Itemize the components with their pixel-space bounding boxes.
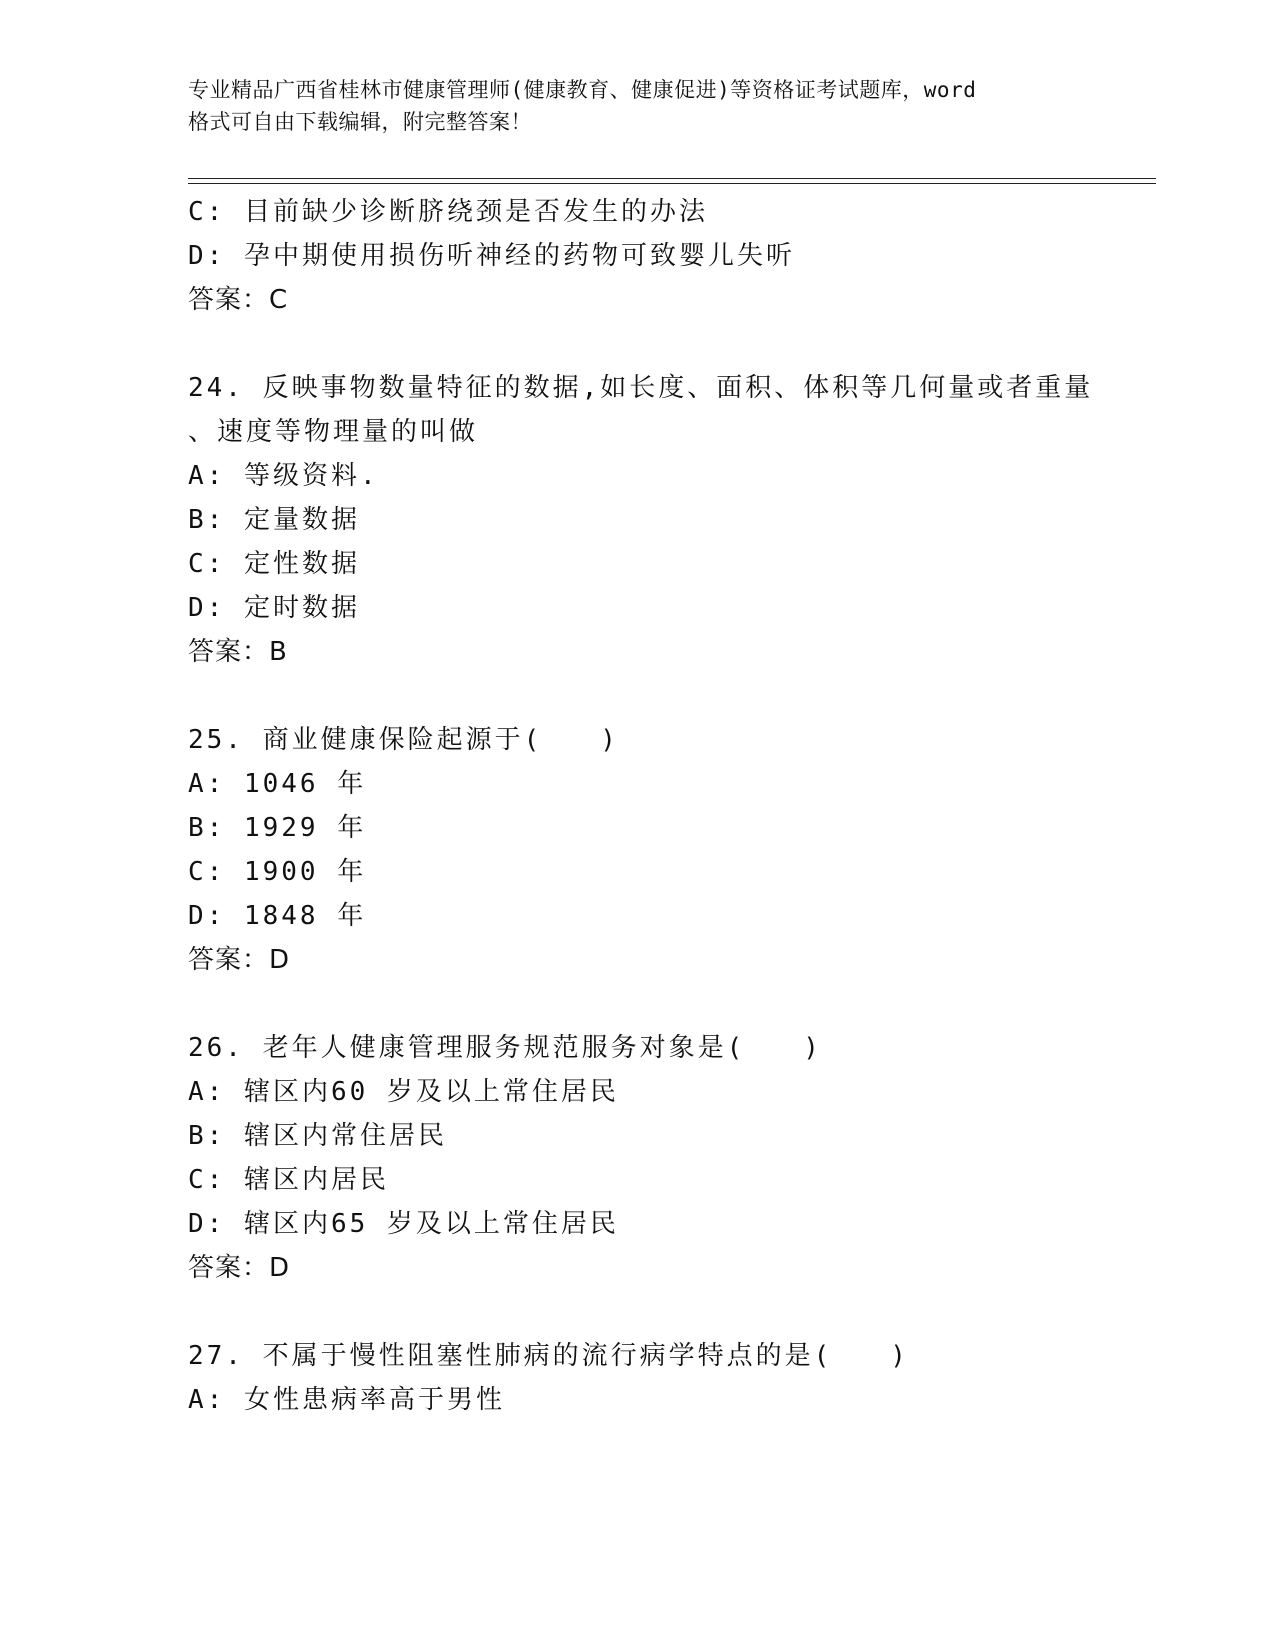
prev-option-c: C: 目前缺少诊断脐绕颈是否发生的办法 <box>188 197 708 227</box>
q27-option-a: A: 女性患病率高于男性 <box>188 1385 505 1415</box>
q24-option-d: D: 定时数据 <box>188 593 360 623</box>
q25-option-d: D: 1848 年 <box>188 901 367 931</box>
q26-answer: 答案：D <box>188 1253 291 1283</box>
q24-option-b: B: 定量数据 <box>188 505 360 535</box>
q26-stem: 26. 老年人健康管理服务规范服务对象是( ) <box>188 1033 822 1063</box>
q26-option-a: A: 辖区内60 岁及以上常住居民 <box>188 1077 619 1107</box>
header-line-2: 格式可自由下载编辑，附完整答案！ <box>188 110 532 134</box>
q25-stem: 25. 商业健康保险起源于( ) <box>188 725 619 755</box>
q26-option-d: D: 辖区内65 岁及以上常住居民 <box>188 1209 619 1239</box>
q26-option-b: B: 辖区内常住居民 <box>188 1121 447 1151</box>
q24-option-a: A: 等级资料. <box>188 461 379 491</box>
header-line-1: 专业精品广西省桂林市健康管理师(健康教育、健康促进)等资格证考试题库，word <box>188 78 977 102</box>
document-header <box>188 74 1088 138</box>
prev-answer: 答案：C <box>188 285 289 315</box>
header-divider-top <box>188 178 1156 179</box>
q27-stem: 27. 不属于慢性阻塞性肺病的流行病学特点的是( ) <box>188 1341 909 1371</box>
q24-stem-line-1: 24. 反映事物数量特征的数据,如长度、面积、体积等几何量或者重量 <box>188 373 1094 403</box>
q24-stem-line-2: 、速度等物理量的叫做 <box>188 417 479 447</box>
q25-answer: 答案：D <box>188 945 291 975</box>
q25-option-a: A: 1046 年 <box>188 769 367 799</box>
q24-option-c: C: 定性数据 <box>188 549 360 579</box>
header-divider-bottom <box>188 183 1156 184</box>
q24-answer: 答案：B <box>188 637 288 667</box>
q25-option-b: B: 1929 年 <box>188 813 367 843</box>
prev-option-d: D: 孕中期使用损伤听神经的药物可致婴儿失听 <box>188 241 795 271</box>
q25-option-c: C: 1900 年 <box>188 857 367 887</box>
q26-option-c: C: 辖区内居民 <box>188 1165 389 1195</box>
